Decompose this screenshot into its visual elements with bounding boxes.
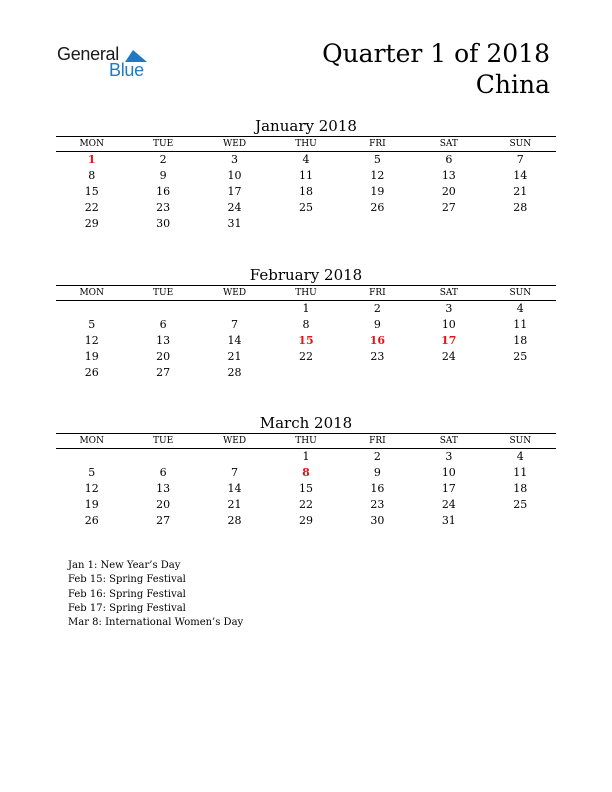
day-cell: 31 [227,217,242,230]
day-cell: 27 [156,366,171,379]
month-title: February 2018 [249,266,363,284]
day-cell [127,301,198,318]
day-cell: 26 [84,366,99,379]
weekday-header: WED [199,434,270,449]
day-cell: 13 [441,169,456,182]
day-cell: 25 [298,201,313,214]
weekday-header: FRI [342,434,413,449]
day-cell: 7 [231,318,239,331]
day-cell: 12 [370,169,385,182]
day-cell [127,449,198,466]
day-cell: 23 [370,498,385,511]
title-country: China [475,70,550,99]
month-table [56,285,556,381]
day-cell: 6 [445,153,453,166]
day-cell: 8 [302,318,310,331]
weekday-header: TUE [127,434,198,449]
day-cell: 17 [441,482,456,495]
day-cell [270,365,341,381]
day-cell: 9 [373,466,381,479]
day-cell: 4 [516,302,524,315]
day-cell: 16 [156,185,171,198]
day-cell: 22 [298,498,313,511]
day-cell: 18 [298,185,313,198]
weekday-header: WED [199,137,270,152]
day-cell: 19 [84,498,99,511]
day-cell: 1 [302,450,310,463]
week-row [56,481,556,497]
day-cell: 25 [513,350,528,363]
weekday-header: MON [56,286,127,301]
holiday-day-cell: 1 [87,153,96,166]
holiday-note: Feb 15: Spring Festival [68,574,186,586]
day-cell: 28 [513,201,528,214]
day-cell: 9 [159,169,167,182]
week-row [56,333,556,349]
week-row [56,497,556,513]
month-title: January 2018 [255,117,357,135]
day-cell [485,216,556,232]
day-cell: 5 [373,153,381,166]
holiday-note: Jan 1: New Year’s Day [68,560,181,571]
week-row [56,216,556,232]
day-cell: 8 [88,169,96,182]
day-cell: 18 [513,482,528,495]
week-row [56,465,556,481]
holiday-notes [68,559,243,630]
weekday-header: TUE [127,286,198,301]
day-cell [270,216,341,232]
day-cell: 3 [231,153,239,166]
page-title [322,38,550,100]
day-cell: 10 [227,169,242,182]
day-cell: 2 [159,153,167,166]
day-cell: 20 [156,350,171,363]
weekday-header: WED [199,286,270,301]
week-row [56,152,556,169]
day-cell: 21 [227,498,242,511]
month-calendar-february [56,265,556,381]
day-cell: 26 [84,514,99,527]
day-cell: 7 [516,153,524,166]
day-cell: 27 [156,514,171,527]
day-cell: 22 [298,350,313,363]
day-cell: 12 [84,482,99,495]
day-cell: 15 [84,185,99,198]
weekday-header: THU [270,137,341,152]
day-cell [413,216,484,232]
day-cell [199,449,270,466]
day-cell [56,449,127,466]
week-row [56,200,556,216]
month-calendar-january [56,116,556,232]
week-row [56,317,556,333]
day-cell: 13 [156,334,171,347]
day-cell: 12 [84,334,99,347]
title-quarter: Quarter 1 of 2018 [322,39,550,68]
holiday-day-cell: 16 [369,334,386,347]
day-cell: 24 [227,201,242,214]
day-cell: 20 [441,185,456,198]
weekday-header: THU [270,434,341,449]
month-title: March 2018 [259,414,353,432]
holiday-day-cell: 15 [298,334,314,347]
weekday-header: FRI [342,137,413,152]
day-cell [342,216,413,232]
holiday-note: Feb 17: Spring Festival [68,602,186,614]
day-cell: 25 [513,498,528,511]
day-cell: 26 [370,201,385,214]
day-cell: 30 [156,217,171,230]
day-cell: 1 [302,302,310,315]
day-cell [485,513,556,529]
day-cell: 5 [88,318,96,331]
week-row [56,349,556,365]
day-cell: 21 [513,185,528,198]
day-cell: 24 [441,350,456,363]
month-table [56,433,556,529]
week-row [56,365,556,381]
weekday-header: SUN [485,434,556,449]
weekday-header: SUN [485,286,556,301]
day-cell: 30 [370,514,385,527]
day-cell: 21 [227,350,242,363]
week-row [56,168,556,184]
day-cell: 6 [159,318,167,331]
day-cell: 29 [298,514,313,527]
day-cell: 4 [302,153,310,166]
week-row [56,184,556,200]
day-cell: 24 [441,498,456,511]
week-row [56,449,556,466]
day-cell: 14 [227,334,242,347]
day-cell: 20 [156,498,171,511]
day-cell [56,301,127,318]
day-cell: 29 [84,217,99,230]
day-cell: 22 [84,201,99,214]
day-cell: 13 [156,482,171,495]
day-cell: 27 [441,201,456,214]
holiday-day-cell: 17 [441,334,457,347]
day-cell [342,365,413,381]
day-cell: 4 [516,450,524,463]
day-cell: 23 [156,201,171,214]
logo-text-general: General [57,44,119,64]
day-cell [413,365,484,381]
day-cell: 5 [88,466,96,479]
generalblue-logo [57,44,157,84]
weekday-header: TUE [127,137,198,152]
weekday-header: SUN [485,137,556,152]
weekday-header: FRI [342,286,413,301]
day-cell [485,365,556,381]
day-cell: 11 [513,466,528,479]
week-row [56,513,556,529]
day-cell: 31 [441,514,456,527]
day-cell: 7 [231,466,239,479]
logo-text-blue: Blue [109,60,144,80]
day-cell: 16 [370,482,385,495]
day-cell [199,301,270,318]
day-cell: 17 [227,185,242,198]
day-cell: 11 [298,169,313,182]
day-cell: 14 [227,482,242,495]
weekday-header: THU [270,286,341,301]
weekday-header: SAT [413,286,484,301]
holiday-note: Mar 8: International Women’s Day [68,617,244,629]
day-cell: 2 [373,302,381,315]
holiday-day-cell: 8 [302,466,310,479]
day-cell: 10 [441,318,456,331]
weekday-header: SAT [413,137,484,152]
weekday-header: MON [56,434,127,449]
day-cell: 15 [298,482,313,495]
day-cell: 18 [513,334,528,347]
day-cell: 6 [159,466,167,479]
day-cell: 19 [84,350,99,363]
week-row [56,301,556,318]
day-cell: 9 [373,318,381,331]
weekday-header: SAT [413,434,484,449]
weekday-header-row [56,137,556,152]
day-cell: 2 [373,450,381,463]
weekday-header: MON [56,137,127,152]
day-cell: 10 [441,466,456,479]
day-cell: 28 [227,514,242,527]
day-cell: 3 [445,450,453,463]
day-cell: 28 [227,366,242,379]
month-calendar-march [56,413,556,529]
day-cell: 23 [370,350,385,363]
holiday-note: Feb 16: Spring Festival [68,588,186,600]
day-cell: 3 [445,302,453,315]
day-cell: 11 [513,318,528,331]
month-table [56,136,556,232]
weekday-header-row [56,434,556,449]
weekday-header-row [56,286,556,301]
day-cell: 19 [370,185,385,198]
day-cell: 14 [513,169,528,182]
